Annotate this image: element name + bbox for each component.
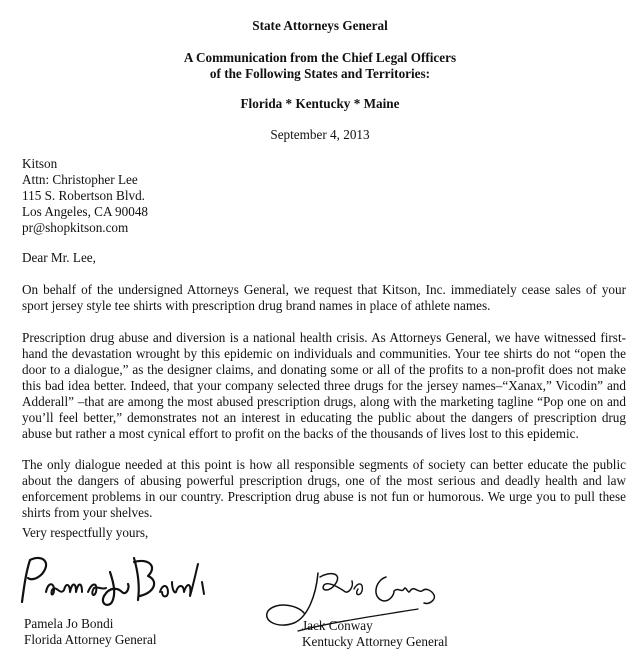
communication-line-2: of the Following States and Territories: — [209, 66, 431, 81]
recipient-street: 115 S. Robertson Blvd. — [22, 188, 145, 203]
paragraph-dialogue: The only dialogue needed at this point is how all responsible segments of society can better educate the public about the dangers of abusing powerful prescription drugs, one of the most serious and deadly health and law enforcement problems in our country. Prescription drug abuse is not fun or humorous. We urge you to pull these shirts from your shelves. — [22, 457, 626, 520]
signatory-2-name: Jack Conway — [302, 618, 373, 633]
signature-bondi — [12, 552, 212, 612]
paragraph-crisis: Prescription drug abuse and diversion is a national health crisis. As Attorneys General, we have witnessed first-hand the devastation wrought by this epidemic on individuals and communities. Your tee shirts do not “open the door to a dialogue,” as the designer claims, and donating some or all of the profits to a non-profit does not make this bad idea better. Indeed, that your company selected three drugs for the jersey names–“Xanax,” Vicodin” and Adderall” –that are among the most abused prescription drugs, along with the marketing tagline “Pop one on and you’ll feel better,” demonstrates not an interest in educating the public about the dangers of prescription drug abuse but rather a most cynical effort to profit on the backs of the thousands of lives lost to this epidemic. — [22, 330, 626, 441]
recipient-attn: Attn: Christopher Lee — [22, 172, 138, 187]
signatory-2-title: Kentucky Attorney General — [302, 634, 448, 649]
closing: Very respectfully yours, — [22, 525, 149, 540]
salutation: Dear Mr. Lee, — [22, 250, 96, 265]
recipient-address — [22, 156, 626, 236]
states-line: Florida * Kentucky * Maine — [240, 96, 400, 111]
signatory-1-title: Florida Attorney General — [24, 632, 157, 647]
recipient-city: Los Angeles, CA 90048 — [22, 204, 149, 219]
paragraph-request: On behalf of the undersigned Attorneys General, we request that Kitson, Inc. immediately cease sales of your sport jersey style tee shirts with prescription drug brand names in place of athlete names. — [22, 282, 626, 313]
recipient-name: Kitson — [22, 156, 58, 171]
signatory-1-name: Pamela Jo Bondi — [24, 616, 114, 631]
organization-title: State Attorneys General — [252, 18, 388, 33]
letter-date: September 4, 2013 — [270, 127, 370, 142]
communication-line-1: A Communication from the Chief Legal Officers — [183, 50, 457, 65]
recipient-email: pr@shopkitson.com — [22, 220, 129, 235]
